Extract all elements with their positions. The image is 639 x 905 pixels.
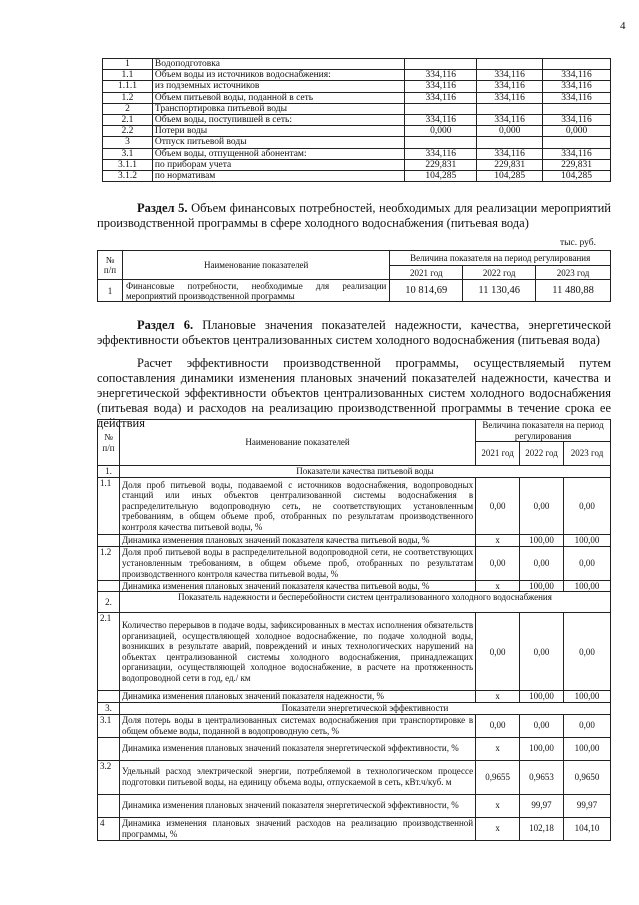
- t3-sec2-num: 2.: [98, 592, 120, 613]
- t1-cell-num: 1.1.1: [103, 81, 153, 92]
- t3-r21-v3: 0,00: [564, 613, 611, 691]
- t3-r11-v1: 0,00: [476, 478, 520, 535]
- t2-year-2021: 2021 год: [390, 266, 463, 280]
- financial-needs-table: [97, 250, 611, 302]
- section-6-text: Плановые значения показателей надежности, качества, энергетической эффективности объектов централизованных систем холодного водоснабжения (питьевая вода): [97, 318, 612, 347]
- t2-row-v1: 10 814,69: [390, 280, 463, 302]
- t1-cell-v2: 334,116: [477, 115, 543, 126]
- t3-r21-v2: 0,00: [520, 613, 564, 691]
- page-number: 4: [620, 20, 626, 32]
- table-row: [103, 81, 611, 92]
- t3-d12-v3: 100,00: [564, 580, 611, 592]
- t1-cell-v3: [543, 103, 611, 114]
- t1-cell-name: Объем воды из источников водоснабжения:: [152, 70, 404, 81]
- t3-r11-num: 1.1: [98, 478, 120, 535]
- t1-cell-v1: [405, 59, 477, 70]
- t1-cell-v2: 334,116: [477, 70, 543, 81]
- t3-r12-name: Доля проб питьевой воды в распределительной водопроводной сети, не соответствующих установленным требованиям, в общем объеме проб, отобранных по результатам производственного контроля качества питьевой воды, %: [119, 546, 475, 580]
- section-6-heading: [97, 318, 611, 348]
- t1-cell-v1: 334,116: [405, 115, 477, 126]
- t1-cell-v1: 104,285: [405, 171, 477, 182]
- t3-d12-v2: 100,00: [520, 580, 564, 592]
- section-5-heading: [97, 201, 611, 231]
- t3-r31-v3: 0,00: [564, 714, 611, 737]
- table-row: [103, 92, 611, 103]
- t1-cell-name: Объем воды, отпущенной абонентам:: [152, 148, 404, 159]
- t1-cell-name: по нормативам: [152, 171, 404, 182]
- t3-r4-name: Динамика изменения плановых значений расходов на реализацию производственной программы, %: [119, 817, 475, 840]
- t3-d21-v2: 100,00: [520, 691, 564, 703]
- t3-d31-v1: х: [476, 737, 520, 760]
- t3-r32-v1: 0,9655: [476, 760, 520, 794]
- t1-cell-name: Объем питьевой воды, поданной в сеть: [152, 92, 404, 103]
- t3-d11-v3: 100,00: [564, 535, 611, 547]
- t3-r31-name: Доля потерь воды в централизованных системах водоснабжения при транспортировке в общем объеме воды, поданной в водопроводную сеть, %: [119, 714, 475, 737]
- t1-cell-name: из подземных источников: [152, 81, 404, 92]
- t3-d32-v3: 99,97: [564, 794, 611, 817]
- t3-r4-num: 4: [98, 817, 120, 840]
- t3-sec2-title: Показатель надежности и бесперебойности систем централизованного холодного водоснабжения: [119, 592, 610, 613]
- t1-cell-num: 1: [103, 59, 153, 70]
- t3-year-2023: 2023 год: [564, 442, 611, 466]
- t1-cell-v2: 334,116: [477, 148, 543, 159]
- t3-r4-v3: 104,10: [564, 817, 611, 840]
- t1-cell-v3: [543, 59, 611, 70]
- t1-cell-v1: 334,116: [405, 148, 477, 159]
- t1-cell-v3: 334,116: [543, 81, 611, 92]
- t1-cell-v3: [543, 137, 611, 148]
- t1-cell-v1: 334,116: [405, 81, 477, 92]
- table-row: [103, 126, 611, 137]
- t3-d21-v1: х: [476, 691, 520, 703]
- t1-cell-v1: 0,000: [405, 126, 477, 137]
- t3-d31-v3: 100,00: [564, 737, 611, 760]
- t1-cell-name: Объем воды, поступившей в сеть:: [152, 115, 404, 126]
- t3-r21-num: 2.1: [98, 613, 120, 691]
- table-row: [103, 103, 611, 114]
- t3-r31-v2: 0,00: [520, 714, 564, 737]
- t2-col-num: № п/п: [98, 251, 123, 280]
- t3-d31-v2: 100,00: [520, 737, 564, 760]
- table-row: [103, 171, 611, 182]
- t1-cell-v2: [477, 103, 543, 114]
- t1-cell-v2: 229,831: [477, 159, 543, 170]
- t3-r11-v3: 0,00: [564, 478, 611, 535]
- table-row: [103, 148, 611, 159]
- section-6-label: Раздел 6.: [137, 318, 194, 332]
- t3-r21-name: Количество перерывов в подаче воды, зафиксированных в местах исполнения обязательств организацией, осуществляющей холодное водоснабжение, по подаче холодной воды, возникших в результате аварий, повреждений и иных технологических нарушений на объектах централизованной системы холодного водоснабжения, принадлежащих организации, осуществляющей холодное водоснабжение, в расчете на протяженность водопроводной сети в год, ед./ км: [119, 613, 475, 691]
- t1-cell-v1: 229,831: [405, 159, 477, 170]
- t3-d31-name: Динамика изменения плановых значений показателя энергетической эффективности, %: [119, 737, 475, 760]
- t3-r21-v1: 0,00: [476, 613, 520, 691]
- t3-sec3-num: 3.: [98, 702, 120, 714]
- t1-cell-v3: 229,831: [543, 159, 611, 170]
- t1-cell-num: 1.2: [103, 92, 153, 103]
- water-volume-table: [102, 58, 611, 182]
- t1-cell-name: Потери воды: [152, 126, 404, 137]
- t3-r31-num: 3.1: [98, 714, 120, 737]
- t1-cell-num: 1.1: [103, 70, 153, 81]
- t3-d32-v2: 99,97: [520, 794, 564, 817]
- table-row: [103, 59, 611, 70]
- t1-cell-num: 2: [103, 103, 153, 114]
- t2-col-group: Величина показателя на период регулирования: [390, 251, 611, 266]
- t2-row-v2: 11 130,46: [463, 280, 536, 302]
- t2-year-2022: 2022 год: [463, 266, 536, 280]
- t3-d32-name: Динамика изменения плановых значений показателя энергетической эффективности, %: [119, 794, 475, 817]
- t1-cell-v1: [405, 103, 477, 114]
- t1-cell-num: 3.1.1: [103, 159, 153, 170]
- t3-r12-v3: 0,00: [564, 546, 611, 580]
- t3-d11-v2: 100,00: [520, 535, 564, 547]
- t3-r12-num: 1.2: [98, 546, 120, 580]
- t1-cell-v2: 104,285: [477, 171, 543, 182]
- t3-sec3-title: Показатели энергетической эффективности: [119, 702, 610, 714]
- table-row: [103, 159, 611, 170]
- section-6-paragraph: Расчет эффективности производственной программы, осуществляемый путем сопоставления динамики изменения плановых значений показателей надежности, качества и энергетической эффективности объектов централизованных систем холодного водоснабжения (питьевая вода) и расходов на реализацию производственной программы в течение срока ее действия: [97, 356, 611, 430]
- indicators-table: [97, 419, 611, 841]
- t3-d11-v1: х: [476, 535, 520, 547]
- t3-r4-v1: х: [476, 817, 520, 840]
- t2-row-v3: 11 480,88: [536, 280, 611, 302]
- t1-cell-v3: 334,116: [543, 92, 611, 103]
- t1-cell-name: Водоподготовка: [152, 59, 404, 70]
- t3-col-group: Величина показателя на период регулирования: [476, 420, 611, 442]
- t1-cell-v2: [477, 59, 543, 70]
- table-row: [103, 70, 611, 81]
- t1-cell-v2: [477, 137, 543, 148]
- t3-r12-v1: 0,00: [476, 546, 520, 580]
- t1-cell-v3: 334,116: [543, 70, 611, 81]
- section-5-label: Раздел 5.: [137, 201, 188, 215]
- t1-cell-v1: [405, 137, 477, 148]
- t3-sec1-title: Показатели качества питьевой воды: [119, 466, 610, 478]
- t1-cell-v3: 104,285: [543, 171, 611, 182]
- section-5-text: Объем финансовых потребностей, необходимых для реализации мероприятий производственной программы в сфере холодного водоснабжения (питьевая вода): [97, 201, 611, 230]
- t1-cell-num: 2.2: [103, 126, 153, 137]
- t1-cell-name: Отпуск питьевой воды: [152, 137, 404, 148]
- t1-cell-name: по приборам учета: [152, 159, 404, 170]
- t3-d11-name: Динамика изменения плановых значений показателя качества питьевой воды, %: [119, 535, 475, 547]
- t2-row-num: 1: [98, 280, 123, 302]
- t1-cell-num: 3.1.2: [103, 171, 153, 182]
- t1-cell-num: 3.1: [103, 148, 153, 159]
- t3-col-num: № п/п: [98, 420, 120, 466]
- t3-r32-num: 3.2: [98, 760, 120, 794]
- t3-r12-v2: 0,00: [520, 546, 564, 580]
- t1-cell-name: Транспортировка питьевой воды: [152, 103, 404, 114]
- t3-d21-name: Динамика изменения плановых значений показателя надежности, %: [119, 691, 475, 703]
- t3-r32-name: Удельный расход электрической энергии, потребляемой в технологическом процессе подготовки питьевой воды, на единицу объема воды, отпускаемой в сеть, кВт.ч/куб. м: [119, 760, 475, 794]
- t1-cell-v1: 334,116: [405, 92, 477, 103]
- t3-r11-name: Доля проб питьевой воды, подаваемой с источников водоснабжения, водопроводных станций или иных объектов централизованной системы водоснабжения в распределительную водопроводную сеть, не соответствующих установленным требованиям, в общем объеме проб, отобранных по результатам производственного контроля качества питьевой воды, %: [119, 478, 475, 535]
- t3-col-name: Наименование показателей: [119, 420, 475, 466]
- t3-d12-v1: х: [476, 580, 520, 592]
- t2-col-name: Наименование показателей: [122, 251, 389, 280]
- table-row: [103, 137, 611, 148]
- t3-d21-v3: 100,00: [564, 691, 611, 703]
- t1-cell-v1: 334,116: [405, 70, 477, 81]
- t1-cell-v2: 334,116: [477, 81, 543, 92]
- t3-d12-name: Динамика изменения плановых значений показателя качества питьевой воды, %: [119, 580, 475, 592]
- t3-r4-v2: 102,18: [520, 817, 564, 840]
- t1-cell-v3: 0,000: [543, 126, 611, 137]
- unit-label: тыс. руб.: [560, 238, 596, 248]
- t3-r32-v2: 0,9653: [520, 760, 564, 794]
- t1-cell-num: 3: [103, 137, 153, 148]
- t2-year-2023: 2023 год: [536, 266, 611, 280]
- t1-cell-v3: 334,116: [543, 148, 611, 159]
- t3-r32-v3: 0,9650: [564, 760, 611, 794]
- t3-r11-v2: 0,00: [520, 478, 564, 535]
- t3-year-2022: 2022 год: [520, 442, 564, 466]
- t1-cell-num: 2.1: [103, 115, 153, 126]
- t3-sec1-num: 1.: [98, 466, 120, 478]
- t2-row-name: Финансовые потребности, необходимые для реализации мероприятий производственной программы: [122, 280, 389, 302]
- t1-cell-v2: 334,116: [477, 92, 543, 103]
- t1-cell-v2: 0,000: [477, 126, 543, 137]
- t3-d32-v1: х: [476, 794, 520, 817]
- t1-cell-v3: 334,116: [543, 115, 611, 126]
- t3-year-2021: 2021 год: [476, 442, 520, 466]
- t3-r31-v1: 0,00: [476, 714, 520, 737]
- table-row: [103, 115, 611, 126]
